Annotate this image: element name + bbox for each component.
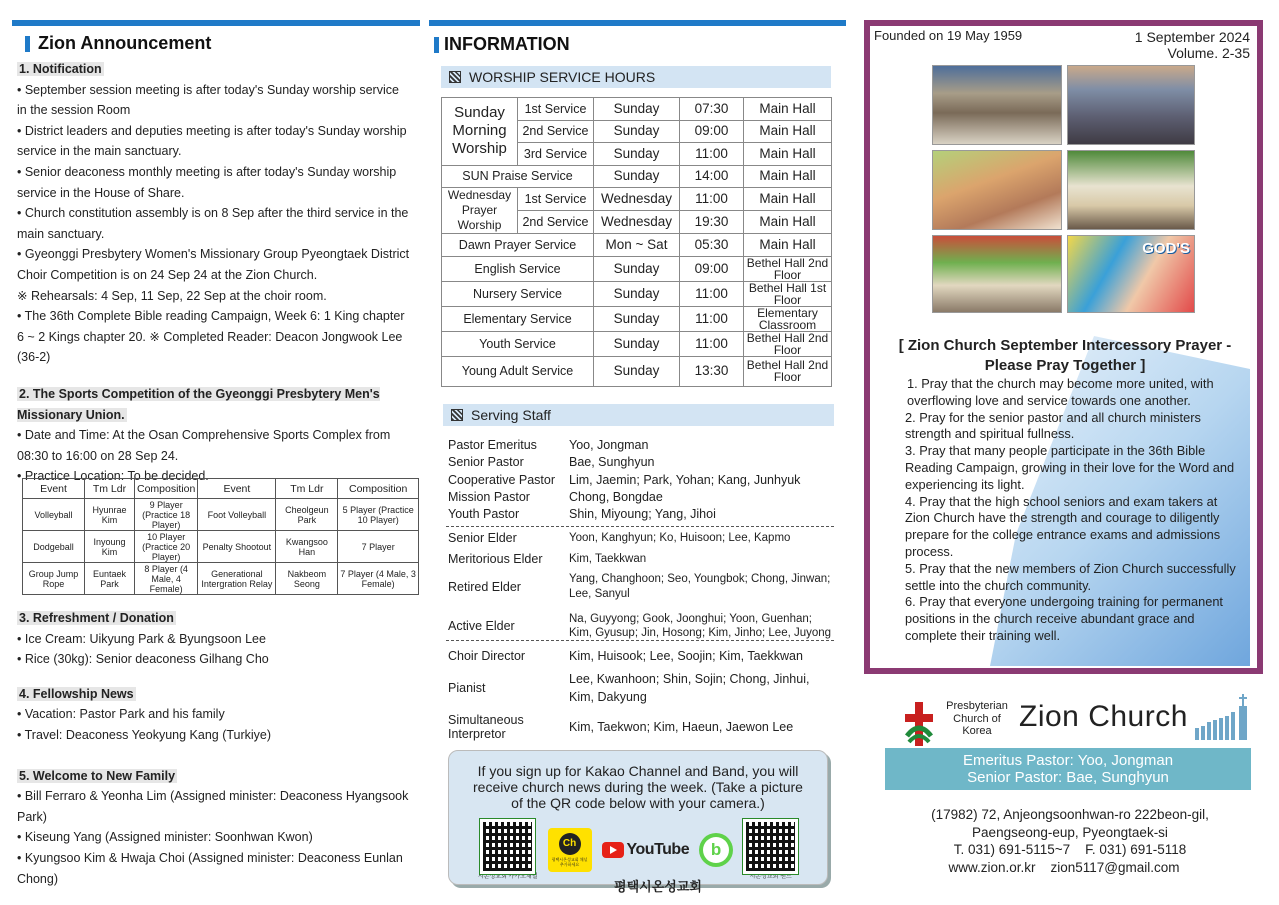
service-name: SUN Praise Service <box>442 165 594 188</box>
table-cell: Group Jump Rope <box>23 563 85 595</box>
announcement-title: Zion Announcement <box>25 33 211 54</box>
refreshment-item: • Ice Cream: Uikyung Park & Byungsoon Lee <box>17 631 266 646</box>
service-time: 09:00 <box>680 256 744 281</box>
qr-code-icon[interactable] <box>743 819 798 874</box>
service-day: Sunday <box>594 256 680 281</box>
staff-row: Pianist Lee, Kwanhoon; Shin, Sojin; Chong, Jinhui, Kim, Dakyung <box>448 672 810 704</box>
table-row <box>442 306 832 331</box>
sports-events-table <box>22 478 419 595</box>
pck-name: Presbyterian Church of Korea <box>946 700 1008 737</box>
table-cell: Kwangsoo Han <box>276 531 338 563</box>
service-time: 11:00 <box>680 143 744 166</box>
welcome-item: • Bill Ferraro & Yeonha Lim (Assigned minister: Deaconess Hyangsook Park) <box>17 789 409 824</box>
kakao-channel-icon[interactable]: Ch 평택시온성교회 채널 추가하세요 <box>548 828 592 872</box>
photo-worship-hands <box>932 150 1062 230</box>
table-row <box>23 499 419 531</box>
prayer-item: 2. Pray for the senior pastor and all church ministers strength and spiritual fullness. <box>905 409 1201 442</box>
wednesday-prayer-label: Wednesday Prayer Worship <box>442 188 518 234</box>
service-place: Main Hall <box>744 234 832 257</box>
service-day: Mon ~ Sat <box>594 234 680 257</box>
notification-item: ※ Rehearsals: 4 Sep, 11 Sep, 22 Sep at the choir room. <box>17 288 327 303</box>
table-cell: 9 Player (Practice 18 Player) <box>135 499 198 531</box>
staff-group-elders <box>448 528 834 648</box>
notification-item: • District leaders and deputies meeting is after today's Sunday worship service in the main sanctuary. <box>17 123 407 159</box>
staff-row: Choir Director Kim, Huisook; Lee, Soojin; Kim, Taekkwan <box>448 649 803 663</box>
volume-number: Volume. 2-35 <box>1167 45 1250 61</box>
welcome-item: • Kiseung Yang (Assigned minister: Soonhwan Kwon) <box>17 830 313 845</box>
notification-item: • Church constitution assembly is on 8 Sep after the third service in the main sanctuary. <box>17 206 409 241</box>
service-day: Sunday <box>594 143 680 166</box>
service-name: 3rd Service <box>518 143 594 166</box>
staff-divider <box>446 640 834 641</box>
staff-row: Cooperative Pastor Lim, Jaemin; Park, Yohan; Kang, Junhyuk <box>448 472 801 487</box>
service-name: 2nd Service <box>518 120 594 143</box>
table-cell: 8 Player (4 Male, 4 Female) <box>135 563 198 595</box>
col-header: Event <box>23 479 85 499</box>
service-place: Bethel Hall 1st Floor <box>744 281 832 306</box>
band-icon[interactable]: b <box>699 833 733 867</box>
notification-item: • Senior deaconess monthly meeting is after today's Sunday worship service in the House of Share. <box>17 164 397 200</box>
address-line: (17982) 72, Anjeongsoonhwan-ro 222beon-gil, <box>931 807 1209 822</box>
church-skyline-icon <box>1193 692 1251 742</box>
qr-block-band <box>743 819 798 881</box>
refreshment-heading: 3. Refreshment / Donation <box>19 611 174 625</box>
table-cell: 5 Player (Practice 10 Player) <box>338 499 419 531</box>
staff-row: Meritorious Elder Kim, Taekkwan <box>448 552 647 566</box>
photo-sign-text: GOD'S <box>1142 240 1190 257</box>
service-time: 11:00 <box>680 188 744 211</box>
service-name: 2nd Service <box>518 211 594 234</box>
table-row <box>23 531 419 563</box>
col-header: Tm Ldr <box>276 479 338 499</box>
table-cell: Inyoung Kim <box>85 531 135 563</box>
web-line: www.zion.or.kr zion5117@gmail.com <box>948 859 1180 875</box>
prayer-item: 6. Pray that everyone undergoing training for permanent positions in the church receive abundant grace and complete their training well. <box>905 594 1223 643</box>
service-day: Sunday <box>594 98 680 121</box>
fellowship-item: • Travel: Deaconess Yeokyung Kang (Turkiye) <box>17 727 272 742</box>
service-place: Bethel Hall 2nd Floor <box>744 356 832 386</box>
prayer-item: 1. Pray that the church may become more united, with overflowing love and service towards one another. <box>907 376 1214 408</box>
table-cell: Foot Volleyball <box>198 499 276 531</box>
prayer-item: 5. Pray that the new members of Zion Church successfully settle into the church community. <box>905 560 1236 593</box>
phone-line: T. 031) 691-5115~7 F. 031) 691-5118 <box>953 842 1187 857</box>
prayer-item: 3. Pray that many people participate in the 36th Bible Reading Campaign, growing in their love for the Word and experiencing its light. <box>905 443 1235 492</box>
prayer-list <box>905 376 1245 645</box>
church-korean-name: 평택시온성교회 <box>614 879 702 894</box>
service-day: Sunday <box>594 120 680 143</box>
notification-heading: 1. Notification <box>19 62 102 76</box>
service-time: 11:00 <box>680 331 744 356</box>
service-place: Main Hall <box>744 165 832 188</box>
table-row <box>442 234 832 257</box>
staff-row: Simultaneous Interpretor Kim, Taekwon; Kim, Haeun, Jaewon Lee <box>448 713 794 741</box>
service-day: Sunday <box>594 306 680 331</box>
table-row <box>442 98 832 121</box>
service-day: Wednesday <box>594 211 680 234</box>
title-marker <box>25 36 30 52</box>
service-name: Nursery Service <box>442 281 594 306</box>
photo-congregation <box>932 65 1062 145</box>
table-cell: 7 Player (4 Male, 3 Female) <box>338 563 419 595</box>
service-name: English Service <box>442 256 594 281</box>
qr-row <box>449 819 827 881</box>
photo-stage-performance <box>1067 150 1195 230</box>
table-cell: Penalty Shootout <box>198 531 276 563</box>
service-place: Elementary Classroom <box>744 306 832 331</box>
pck-logo <box>903 702 935 746</box>
youtube-icon[interactable]: YouTube <box>602 842 690 858</box>
service-place: Main Hall <box>744 188 832 211</box>
prayer-title: [ Zion Church September Intercessory Prayer - Please Pray Together ] <box>898 337 1232 374</box>
notification-item: • September session meeting is after today's Sunday worship service in the session Room <box>17 82 399 118</box>
serving-staff-header: Serving Staff <box>443 404 834 426</box>
col-header: Composition <box>338 479 419 499</box>
prayer-item: 4. Pray that the high school seniors and exam takers at Zion Church have the strength and courage to diligently prepare for the college entrance exams and admissions process. <box>905 493 1221 559</box>
table-cell: Hyunrae Kim <box>85 499 135 531</box>
table-row <box>442 281 832 306</box>
service-time: 07:30 <box>680 98 744 121</box>
qr-label: 시온성교회 카카오채널 <box>477 874 538 880</box>
address-line: Paengseong-eup, Pyeongtaek-si <box>972 824 1168 840</box>
table-row <box>442 188 832 211</box>
service-day: Wednesday <box>594 188 680 211</box>
staff-group-music <box>448 645 834 745</box>
service-day: Sunday <box>594 331 680 356</box>
table-cell: Dodgeball <box>23 531 85 563</box>
service-place: Main Hall <box>744 211 832 234</box>
qr-code-icon[interactable] <box>480 819 535 874</box>
lower-sections <box>17 608 412 889</box>
table-cell: Nakbeom Seong <box>276 563 338 595</box>
table-row <box>442 331 832 356</box>
welcome-heading: 5. Welcome to New Family <box>19 768 176 783</box>
notification-item: • The 36th Complete Bible reading Campaign, Week 6: 1 King chapter 6 ~ 2 Kings chapter 20. ※ Completed Reader: Deacon Jongwook Lee (36-2) <box>17 309 405 365</box>
welcome-item: • Kyungsoo Kim & Hwaja Choi (Assigned minister: Deaconess Eunlan Chong) <box>17 850 403 886</box>
service-place: Main Hall <box>744 143 832 166</box>
service-name: 1st Service <box>518 98 594 121</box>
col-header: Composition <box>135 479 198 499</box>
staff-row: Retired Elder Yang, Changhoon; Seo, Youngbok; Chong, Jinwan; Lee, Sanyul <box>448 573 831 600</box>
col-header: Tm Ldr <box>85 479 135 499</box>
kakao-text: If you sign up for Kakao Channel and Band, you will receive church news during the week. (Take a picture of the QR code below with your camera.) <box>473 763 803 811</box>
staff-row: Active Elder Na, Guyyong; Gook, Joonghui; Yoon, Guenhan; Kim, Gyusup; Jin, Hosong; Kim, Jinho; Lee, Juyong <box>448 613 832 639</box>
service-time: 11:00 <box>680 306 744 331</box>
service-day: Sunday <box>594 281 680 306</box>
photo-children-costumes <box>932 235 1062 313</box>
service-place: Main Hall <box>744 98 832 121</box>
top-rule-middle <box>429 20 846 26</box>
table-row <box>442 356 832 386</box>
staff-row: Pastor Emeritus Yoo, Jongman <box>448 438 649 452</box>
pastors-banner: Emeritus Pastor: Yoo, Jongman Senior Pastor: Bae, Sunghyun <box>885 748 1251 790</box>
staff-row: Senior Elder Yoon, Kanghyun; Ko, Huisoon; Lee, Kapmo <box>448 531 791 545</box>
service-name: 1st Service <box>518 188 594 211</box>
fellowship-item: • Vacation: Pastor Park and his family <box>17 707 225 722</box>
service-time: 19:30 <box>680 211 744 234</box>
issue-date: 1 September 2024 <box>1134 29 1250 45</box>
staff-row: Senior Pastor Bae, Sunghyun <box>448 455 655 470</box>
col-header: Event <box>198 479 276 499</box>
staff-row: Mission Pastor Chong, Bongdae <box>448 489 663 504</box>
hatch-icon <box>449 71 461 83</box>
qr-label: 시온성교회 밴드 <box>749 874 792 880</box>
pck-cross-icon <box>903 702 935 746</box>
photo-sanctuary <box>1067 65 1195 145</box>
information-title: INFORMATION <box>434 34 570 55</box>
service-time: 05:30 <box>680 234 744 257</box>
refreshment-item: • Rice (30kg): Senior deaconess Gilhang Cho <box>17 652 269 667</box>
service-place: Bethel Hall 2nd Floor <box>744 331 832 356</box>
table-row <box>442 165 832 188</box>
service-time: 13:30 <box>680 356 744 386</box>
service-day: Sunday <box>594 356 680 386</box>
worship-hours-header: WORSHIP SERVICE HOURS <box>441 66 831 88</box>
worship-hours-table <box>441 97 832 387</box>
staff-divider <box>446 526 834 527</box>
sports-item: • Practice Location: To be decided. <box>17 469 209 484</box>
service-place: Bethel Hall 2nd Floor <box>744 256 832 281</box>
notification-item: • Gyeonggi Presbytery Women's Missionary Group Pyeongtaek District Choir Competition is on 24 Sep 24 at the Zion Church. <box>17 247 410 282</box>
service-place: Main Hall <box>744 120 832 143</box>
table-cell: Generational Intergration Relay <box>198 563 276 595</box>
service-day: Sunday <box>594 165 680 188</box>
table-cell: Cheolgeun Park <box>276 499 338 531</box>
photo-family <box>1067 235 1195 313</box>
table-row <box>23 563 419 595</box>
service-name: Young Adult Service <box>442 356 594 386</box>
service-name: Dawn Prayer Service <box>442 234 594 257</box>
table-cell: Euntaek Park <box>85 563 135 595</box>
service-time: 11:00 <box>680 281 744 306</box>
sports-item: • Date and Time: At the Osan Comprehensive Sports Complex from 08:30 to 16:00 on 28 Sep 24. <box>17 428 391 463</box>
sports-heading: 2. The Sports Competition of the Gyeonggi Presbytery Men's Missionary Union. <box>17 386 380 422</box>
sunday-morning-label: Sunday Morning Worship <box>442 98 518 166</box>
contact-block <box>880 806 1260 876</box>
title-marker <box>434 37 439 53</box>
fellowship-heading: 4. Fellowship News <box>19 686 134 701</box>
table-row <box>442 256 832 281</box>
table-header-row <box>23 479 419 499</box>
service-time: 09:00 <box>680 120 744 143</box>
table-cell: 7 Player <box>338 531 419 563</box>
table-cell: Volleyball <box>23 499 85 531</box>
notification-section <box>17 59 412 487</box>
service-name: Elementary Service <box>442 306 594 331</box>
table-cell: 10 Player (Practice 20 Player) <box>135 531 198 563</box>
qr-block-kakao <box>478 819 538 881</box>
founded-date: Founded on 19 May 1959 <box>874 28 1023 43</box>
kakao-channel-box <box>448 750 828 894</box>
staff-group-pastors <box>448 437 836 523</box>
service-name: Youth Service <box>442 331 594 356</box>
church-name: Zion Church <box>1019 700 1188 733</box>
staff-row: Youth Pastor Shin, Miyoung; Yang, Jihoi <box>448 507 716 522</box>
hatch-icon <box>451 409 463 421</box>
service-time: 14:00 <box>680 165 744 188</box>
top-rule-left <box>12 20 420 26</box>
